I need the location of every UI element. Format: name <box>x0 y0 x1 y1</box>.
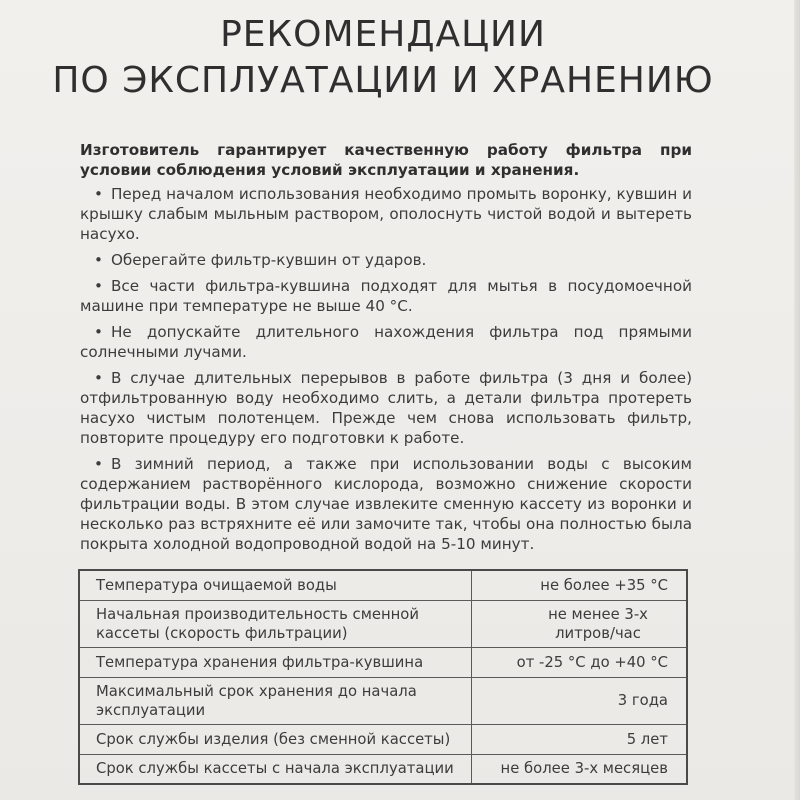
spec-value: 3 года <box>472 677 688 724</box>
bullet-icon: • <box>94 323 103 341</box>
title-line-1: РЕКОМЕНДАЦИИ <box>220 14 546 55</box>
bullet-icon: • <box>94 277 103 295</box>
bullet-text: Все части фильтра-кувшина подходят для мытья в посудомоечной машине при температуре не выше 40 °С. <box>80 277 692 315</box>
spec-param: Температура очищаемой воды <box>79 570 472 600</box>
spec-value: от -25 °С до +40 °С <box>472 647 688 677</box>
table-row <box>79 600 687 647</box>
bullet-icon: • <box>94 185 103 203</box>
spec-param: Срок службы изделия (без сменной кассеты) <box>79 724 472 754</box>
spec-param: Начальная производительность сменной кассеты (скорость фильтрации) <box>79 600 472 647</box>
intro-paragraph: Изготовитель гарантирует качественную работу фильтра при условии соблюдения условий эксплуатации и хранения. <box>80 141 692 179</box>
bullet-text: Не допускайте длительного нахождения фильтра под прямыми солнечными лучами. <box>80 323 692 361</box>
bullet-icon: • <box>94 455 103 473</box>
bullet-icon: • <box>94 369 103 387</box>
spec-param: Максимальный срок хранения до начала эксплуатации <box>79 677 472 724</box>
table-row <box>79 754 687 784</box>
bullet-text: В зимний период, а также при использовании воды с высоким содержанием растворённого кислорода, возможно снижение скорости фильтрации воды. В этом случае извлеките сменную кассету из воронки и несколько раз встряхните её или замочите так, чтобы она полностью была покрыта холодной водопроводной водой на 5-10 минут. <box>80 455 692 553</box>
table-row <box>79 647 687 677</box>
bullet-text: Перед началом использования необходимо промыть воронку, кувшин и крышку слабым мыльным раствором, ополоснуть чистой водой и вытереть насухо. <box>80 185 692 243</box>
bullet-text: В случае длительных перерывов в работе фильтра (3 дня и более) отфильтрованную воду необходимо слить, а детали фильтра протереть насухо чистым полотенцем. Прежде чем снова использовать фильтр, повторите процедуру его подготовки к работе. <box>80 369 692 447</box>
bullet-item <box>80 368 692 448</box>
table-row <box>79 724 687 754</box>
spec-value-text: не менее 3-х литров/час <box>548 605 648 642</box>
page-edge-shadow <box>794 0 800 800</box>
table-row <box>79 677 687 724</box>
title-line-2: ПО ЭКСПЛУАТАЦИИ И ХРАНЕНИЮ <box>52 60 714 101</box>
bullet-text: Оберегайте фильтр-кувшин от ударов. <box>110 251 427 269</box>
spec-value: не более 3-х месяцев <box>472 754 688 784</box>
bullet-item <box>80 184 692 244</box>
spec-value: 5 лет <box>472 724 688 754</box>
bullet-item <box>80 276 692 316</box>
spec-value: не более +35 °С <box>472 570 688 600</box>
spec-value <box>472 600 688 647</box>
bullet-item <box>80 322 692 362</box>
bullet-item <box>80 250 692 270</box>
bullet-icon: • <box>94 251 103 269</box>
page-title <box>0 12 766 104</box>
spec-param: Срок службы кассеты с начала эксплуатации <box>79 754 472 784</box>
bullet-item <box>80 454 692 554</box>
specifications-table <box>78 569 688 785</box>
table-row <box>79 570 687 600</box>
recommendations-text <box>80 140 692 560</box>
spec-param: Температура хранения фильтра-кувшина <box>79 647 472 677</box>
